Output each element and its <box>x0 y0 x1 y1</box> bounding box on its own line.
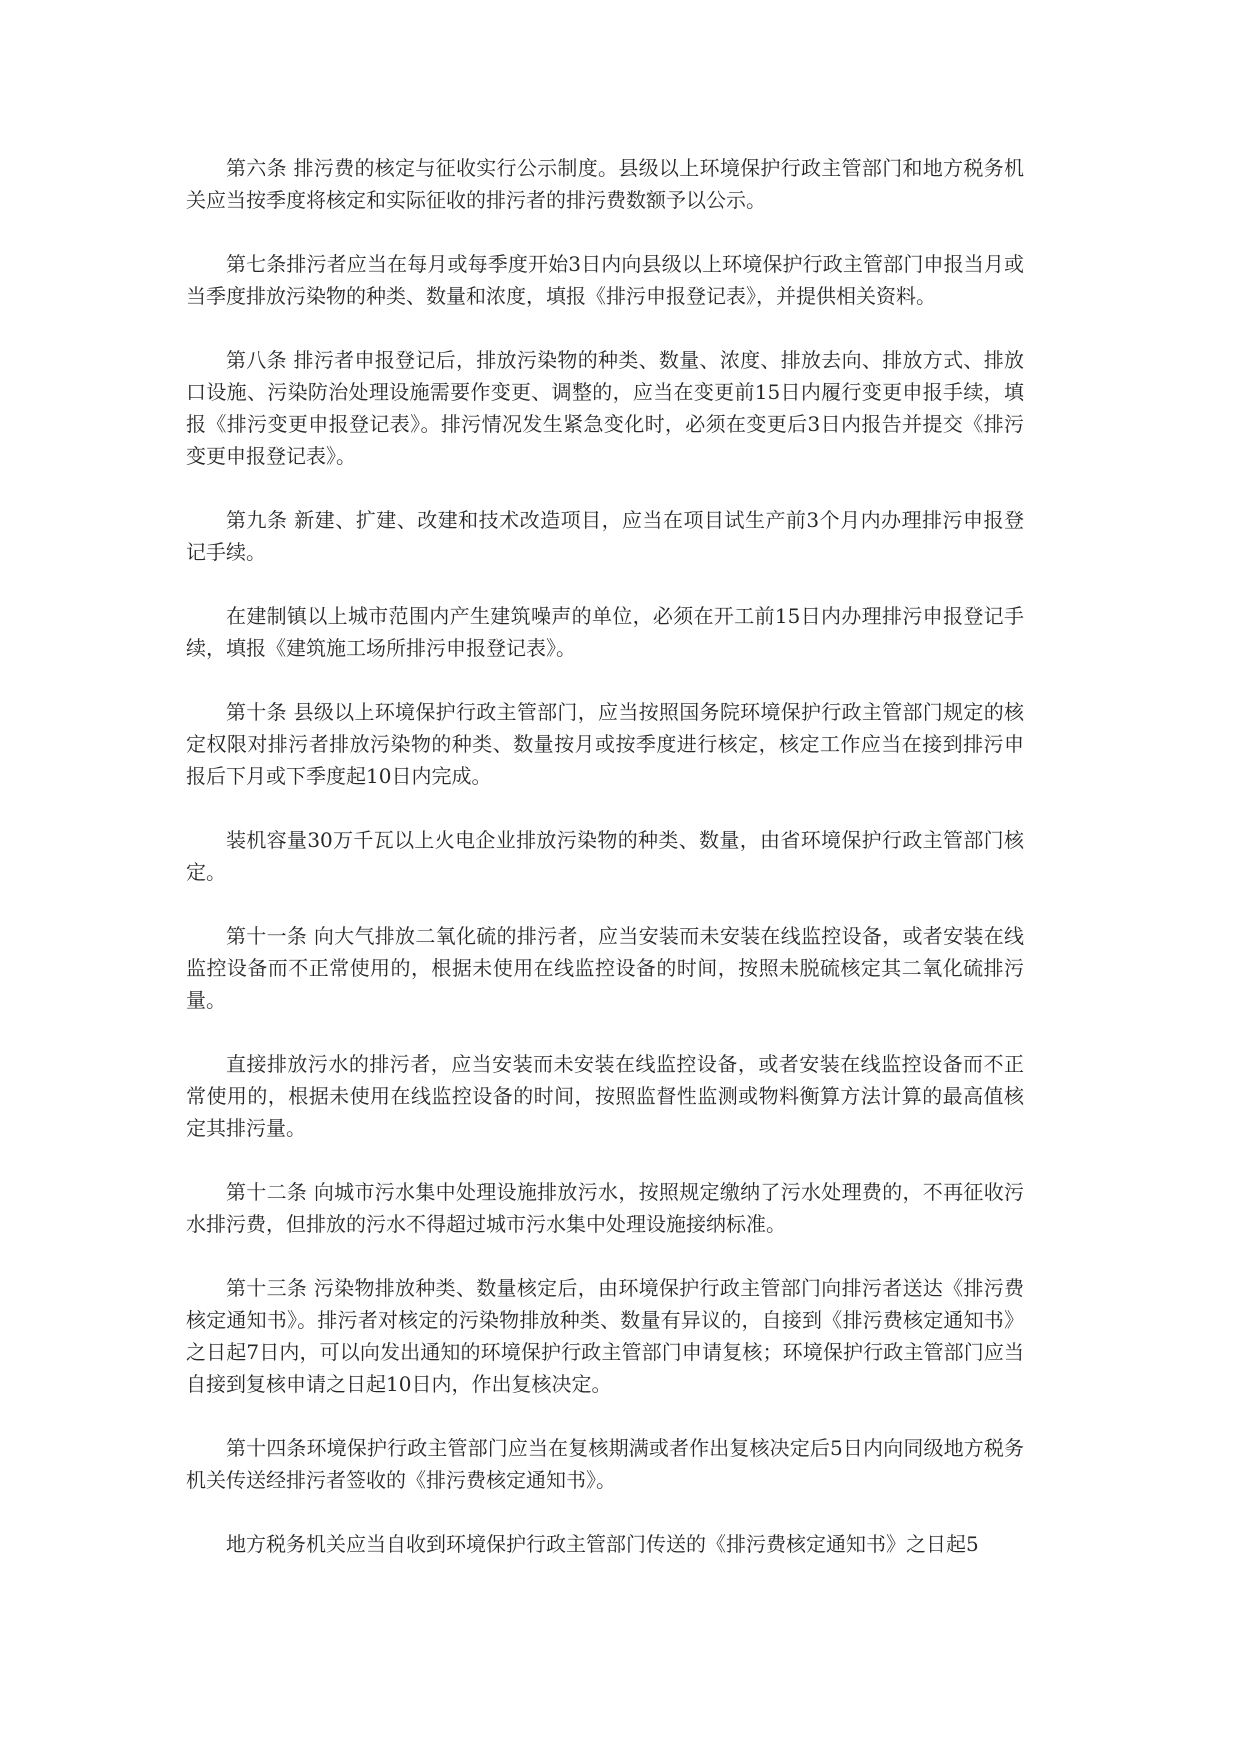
paragraph-article-7: 第七条排污者应当在每月或每季度开始3日内向县级以上环境保护行政主管部门申报当月或当季度排放污染物的种类、数量和浓度，填报《排污申报登记表》，并提供相关资料。 <box>186 252 1024 308</box>
paragraph-article-9: 第九条 新建、扩建、改建和技术改造项目，应当在项目试生产前3个月内办理排污申报登记手续。 <box>186 508 1024 564</box>
paragraph-article-11-water: 直接排放污水的排污者，应当安装而未安装在线监控设备，或者安装在线监控设备而不正常使用的，根据未使用在线监控设备的时间，按照监督性监测或物料衡算方法计算的最高值核定其排污量。 <box>186 1052 1024 1140</box>
paragraph-article-13: 第十三条 污染物排放种类、数量核定后，由环境保护行政主管部门向排污者送达《排污费核定通知书》。排污者对核定的污染物排放种类、数量有异议的，自接到《排污费核定通知书》之日起7日内，可以向发出通知的环境保护行政主管部门申请复核；环境保护行政主管部门应当自接到复核申请之日起10日内，作出复核决定。 <box>186 1276 1024 1396</box>
paragraph-article-8: 第八条 排污者申报登记后，排放污染物的种类、数量、浓度、排放去向、排放方式、排放口设施、污染防治处理设施需要作变更、调整的，应当在变更前15日内履行变更申报手续，填报《排污变更申报登记表》。排污情况发生紧急变化时，必须在变更后3日内报告并提交《排污变更申报登记表》。 <box>186 348 1024 468</box>
paragraph-article-10: 第十条 县级以上环境保护行政主管部门，应当按照国务院环境保护行政主管部门规定的核定权限对排污者排放污染物的种类、数量按月或按季度进行核定，核定工作应当在接到排污申报后下月或下季度起10日内完成。 <box>186 700 1024 788</box>
paragraph-article-6: 第六条 排污费的核定与征收实行公示制度。县级以上环境保护行政主管部门和地方税务机关应当按季度将核定和实际征收的排污者的排污费数额予以公示。 <box>186 156 1024 212</box>
paragraph-article-11: 第十一条 向大气排放二氧化硫的排污者，应当安装而未安装在线监控设备，或者安装在线监控设备而不正常使用的，根据未使用在线监控设备的时间，按照未脱硫核定其二氧化硫排污量。 <box>186 924 1024 1012</box>
paragraph-article-14: 第十四条环境保护行政主管部门应当在复核期满或者作出复核决定后5日内向同级地方税务机关传送经排污者签收的《排污费核定通知书》。 <box>186 1436 1024 1492</box>
paragraph-article-14-tax: 地方税务机关应当自收到环境保护行政主管部门传送的《排污费核定通知书》之日起5 <box>226 1532 979 1556</box>
paragraph-article-9-noise: 在建制镇以上城市范围内产生建筑噪声的单位，必须在开工前15日内办理排污申报登记手续，填报《建筑施工场所排污申报登记表》。 <box>186 604 1024 660</box>
paragraph-article-12: 第十二条 向城市污水集中处理设施排放污水，按照规定缴纳了污水处理费的，不再征收污水排污费，但排放的污水不得超过城市污水集中处理设施接纳标准。 <box>186 1180 1024 1236</box>
paragraph-article-10-power: 装机容量30万千瓦以上火电企业排放污染物的种类、数量，由省环境保护行政主管部门核定。 <box>186 828 1024 884</box>
